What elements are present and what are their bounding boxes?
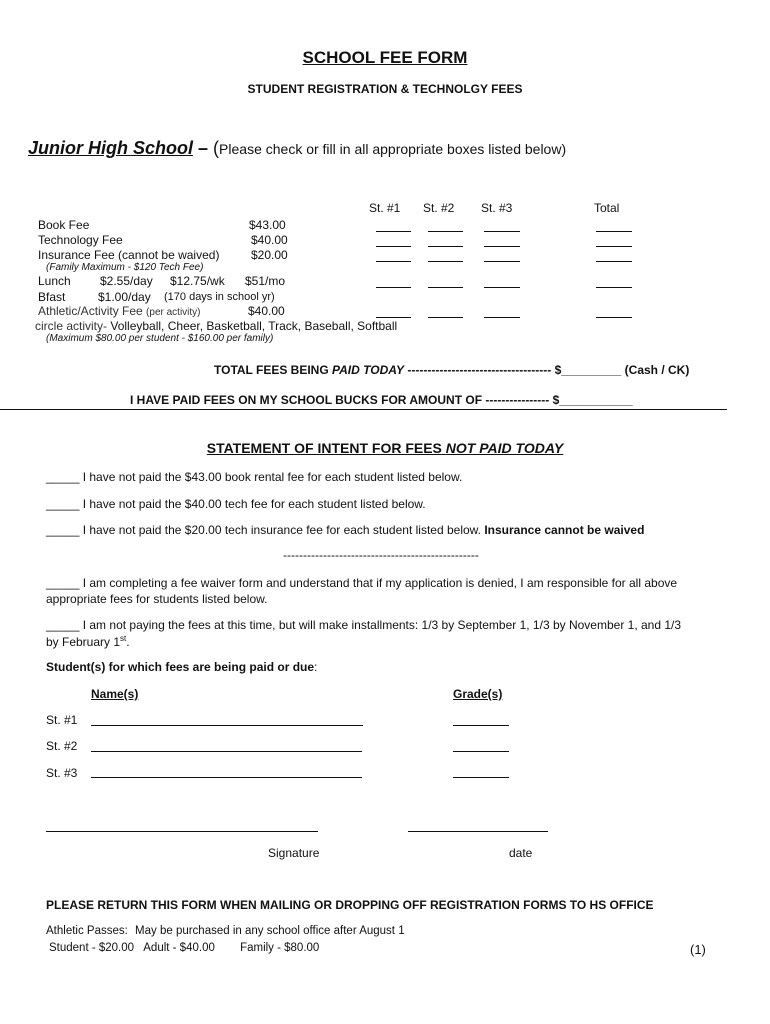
circle-activity (35, 319, 397, 333)
athletic-passes-label: Athletic Passes: (46, 925, 128, 937)
heading-paren: ( (213, 138, 220, 158)
names-column-label: Name(s) (91, 687, 139, 701)
col-st3: St. #3 (481, 201, 513, 215)
athletic-st3-blank[interactable] (484, 317, 520, 318)
intent-heading-italic: NOT PAID TODAY (445, 440, 564, 456)
insurance-st1-blank[interactable] (376, 261, 411, 262)
insurance-fee-label: Insurance Fee (cannot be waived) (38, 248, 220, 262)
student2-grade-field[interactable] (453, 751, 509, 752)
lunch-st2-blank[interactable] (428, 287, 463, 288)
students-heading: Student(s) for which fees are being paid or due (46, 660, 315, 674)
student3-name-field[interactable] (91, 777, 362, 778)
tech-fee-label: Technology Fee (38, 233, 123, 247)
intent-divider: ------------------------------------------------- (283, 548, 479, 562)
intent-book-text: I have not paid the $43.00 book rental fee for each student listed below. (82, 470, 463, 484)
book-total-blank[interactable] (596, 231, 632, 232)
insurance-total-blank[interactable] (596, 261, 632, 262)
installments-ordinal: st (120, 634, 127, 643)
col-st2: St. #2 (423, 201, 455, 215)
book-st3-blank[interactable] (484, 231, 520, 232)
tech-total-blank[interactable] (596, 246, 632, 247)
page-number: (1) (690, 942, 706, 957)
athletic-passes-prices (49, 942, 319, 954)
lunch-per-week: $12.75/wk (170, 274, 225, 288)
student2-name-field[interactable] (91, 751, 362, 752)
student-row-label: St. #2 (46, 739, 78, 753)
pass-adult-price: Adult - $40.00 (143, 942, 215, 954)
book-st2-blank[interactable] (428, 231, 463, 232)
bfast-note: (170 days in school yr) (164, 291, 275, 303)
tech-st2-blank[interactable] (428, 246, 463, 247)
intent-book-blank[interactable]: _____ (46, 470, 80, 484)
lunch-label: Lunch (38, 274, 71, 288)
bfast-label: Bfast (38, 290, 66, 304)
intent-heading-prefix: STATEMENT OF INTENT FOR FEES (206, 440, 442, 456)
intent-insurance-text: I have not paid the $20.00 tech insurance fee for each student listed below. (82, 523, 481, 537)
students-heading-colon: : (314, 660, 318, 674)
book-st1-blank[interactable] (376, 231, 411, 232)
student-row-label: St. #3 (46, 766, 78, 780)
intent-waiver-blank[interactable]: _____ (46, 576, 80, 590)
circle-activity-label: circle activity- (35, 319, 108, 333)
intent-tech-blank[interactable]: _____ (46, 497, 80, 511)
intent-item-book (46, 470, 462, 484)
student-row-label: St. #1 (46, 713, 78, 727)
col-total: Total (594, 201, 620, 215)
athletic-total-blank[interactable] (596, 317, 632, 318)
athletic-st1-blank[interactable] (376, 317, 411, 318)
signature-line[interactable] (46, 831, 318, 832)
pass-family-price: Family - $80.00 (240, 942, 320, 954)
date-line[interactable] (408, 831, 548, 832)
installments-date: by February 1 (46, 635, 121, 649)
intent-installments-line2 (46, 634, 130, 649)
athletic-passes-line (46, 925, 405, 937)
intent-waiver-text-line2: appropriate fees for students listed below. (46, 592, 268, 606)
lunch-st3-blank[interactable] (484, 287, 520, 288)
form-subtitle: STUDENT REGISTRATION & TECHNOLGY FEES (247, 82, 523, 96)
grades-column-label: Grade(s) (453, 687, 503, 701)
insurance-note: (Family Maximum - $120 Tech Fee) (46, 262, 204, 273)
student1-grade-field[interactable] (453, 725, 509, 726)
insurance-st3-blank[interactable] (484, 261, 520, 262)
athletic-per-activity: (per activity) (146, 307, 201, 318)
school-bucks-line: I HAVE PAID FEES ON MY SCHOOL BUCKS FOR AMOUNT OF ---------------- $___________ (130, 393, 633, 407)
signature-label: Signature (268, 846, 320, 860)
tech-st1-blank[interactable] (376, 246, 411, 247)
total-paid-prefix: TOTAL FEES BEING (214, 363, 329, 377)
col-st1: St. #1 (369, 201, 401, 215)
student1-name-field[interactable] (91, 725, 363, 726)
athletic-fee (38, 304, 201, 318)
tech-fee-amount: $40.00 (251, 233, 288, 247)
tech-st3-blank[interactable] (484, 246, 520, 247)
lunch-st1-blank[interactable] (376, 287, 411, 288)
intent-installments-blank[interactable]: _____ (46, 618, 80, 632)
date-label: date (509, 846, 533, 860)
section-divider (0, 409, 727, 410)
pass-student-price: Student - $20.00 (49, 942, 135, 954)
student3-grade-field[interactable] (453, 777, 509, 778)
return-notice: PLEASE RETURN THIS FORM WHEN MAILING OR DROPPING OFF REGISTRATION FORMS TO HS OFFICE (46, 898, 654, 912)
intent-heading (0, 440, 770, 456)
intent-waiver-text: I am completing a fee waiver form and understand that if my application is denied, I am responsible for all above (82, 576, 678, 590)
lunch-per-day: $2.55/day (100, 274, 153, 288)
intent-installments-text: I am not paying the fees at this time, but will make installments: 1/3 by September 1, 1/3 by November 1, and 1/3 (82, 618, 682, 632)
total-paid-today-line (214, 363, 689, 377)
intent-item-installments (46, 618, 681, 632)
athletic-fee-amount: $40.00 (248, 304, 285, 318)
students-heading-line (46, 660, 317, 674)
bfast-per-day: $1.00/day (98, 290, 151, 304)
heading-dash: – (198, 138, 209, 158)
insurance-not-waived-note: Insurance cannot be waived (484, 523, 645, 537)
athletic-st2-blank[interactable] (428, 317, 463, 318)
athletic-passes-note: May be purchased in any school office after August 1 (135, 925, 405, 937)
heading-instruction: Please check or fill in all appropriate boxes listed below) (219, 141, 567, 157)
intent-tech-text: I have not paid the $40.00 tech fee for each student listed below. (82, 497, 426, 511)
athletic-max-note: (Maximum $80.00 per student - $160.00 per family) (46, 333, 274, 344)
athletic-fee-label: Athletic/Activity Fee (38, 304, 143, 318)
total-paid-suffix: ------------------------------------ $_________ (Cash / CK) (407, 363, 690, 377)
book-fee-label: Book Fee (38, 218, 90, 232)
form-title: SCHOOL FEE FORM (302, 48, 468, 67)
intent-item-waiver (46, 576, 677, 590)
school-heading (28, 138, 566, 159)
total-paid-today: PAID TODAY (332, 363, 405, 377)
insurance-st2-blank[interactable] (428, 261, 463, 262)
lunch-per-month: $51/mo (245, 274, 286, 288)
school-name: Junior High School (28, 138, 193, 158)
lunch-total-blank[interactable] (596, 287, 632, 288)
book-fee-amount: $43.00 (249, 218, 286, 232)
intent-item-insurance (46, 523, 644, 537)
intent-item-tech (46, 497, 426, 511)
activity-list: Volleyball, Cheer, Basketball, Track, Baseball, Softball (110, 319, 398, 333)
installments-period: . (126, 635, 130, 649)
intent-insurance-blank[interactable]: _____ (46, 523, 80, 537)
insurance-fee-amount: $20.00 (251, 248, 288, 262)
